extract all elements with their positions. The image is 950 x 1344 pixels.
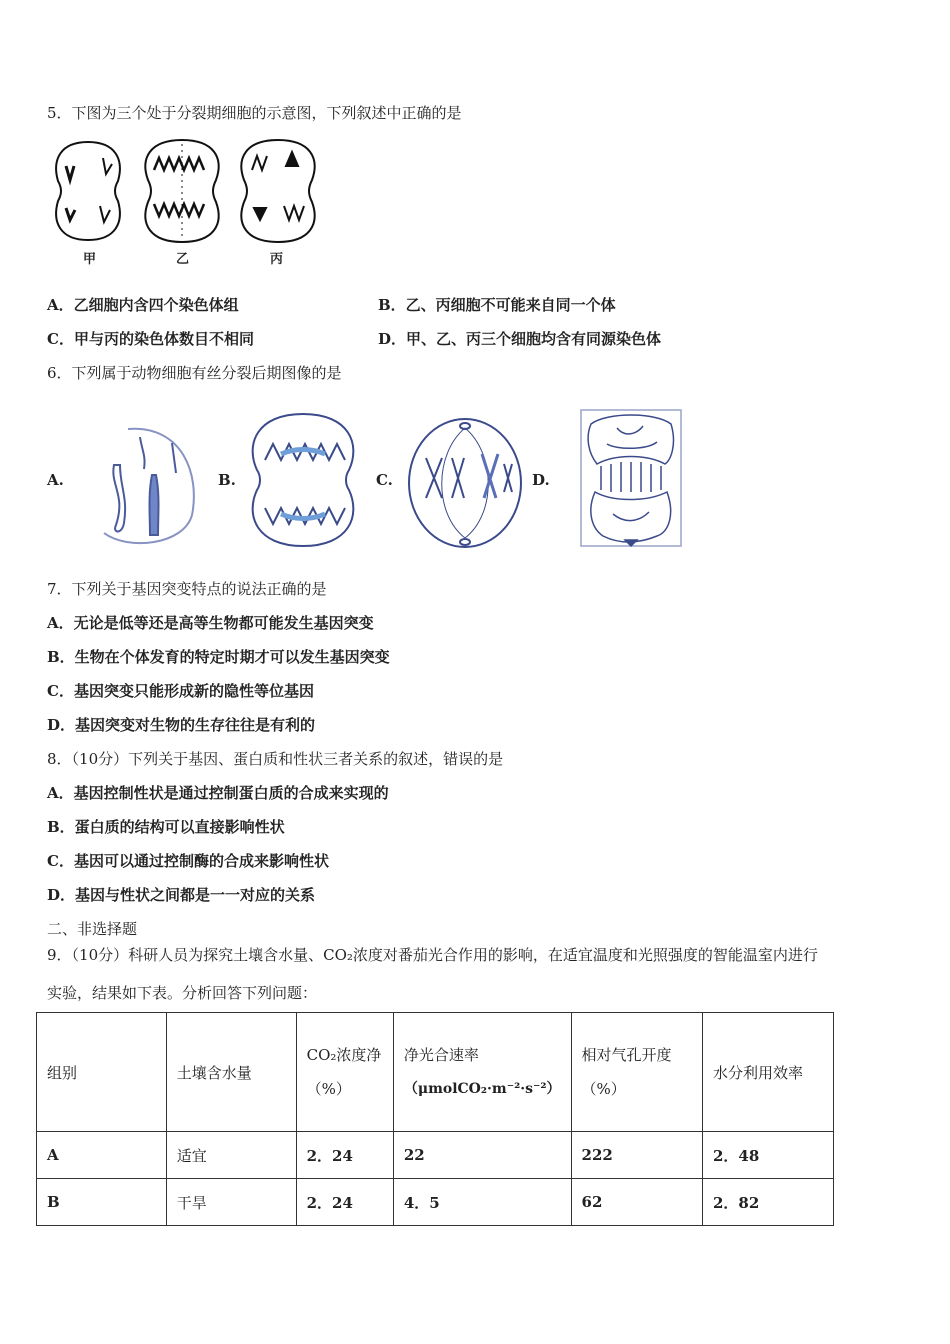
cell-jia xyxy=(56,142,120,240)
cell-water: 2．82 xyxy=(702,1179,833,1226)
q6-stem: 6．下列属于动物细胞有丝分裂后期图像的是 xyxy=(47,364,342,382)
q5-cell-figures xyxy=(48,136,318,246)
header-rate-name: 净光合速率 xyxy=(403,1046,479,1064)
header-rate xyxy=(393,1013,571,1132)
table-row xyxy=(37,1179,834,1226)
q8-option-c: C．基因可以通过控制酶的合成来影响性状 xyxy=(47,852,329,870)
q6-image-d xyxy=(577,404,685,550)
q6-image-c xyxy=(404,414,526,552)
q9-data-table xyxy=(36,1012,834,1226)
q8-stem: 8．（10分）下列关于基因、蛋白质和性状三者关系的叙述，错误的是 xyxy=(47,750,504,768)
cell-bing xyxy=(241,140,314,242)
q7-stem: 7．下列关于基因突变特点的说法正确的是 xyxy=(47,580,327,598)
section-heading: 二、非选择题 xyxy=(47,920,138,938)
header-rate-unit: （μmolCO₂·m⁻²·s⁻²） xyxy=(403,1081,561,1097)
q5-option-a: A．乙细胞内含四个染色体组 xyxy=(47,296,239,314)
q5-option-b: B．乙、丙细胞不可能来自同一个体 xyxy=(378,296,616,314)
header-water: 水分利用效率 xyxy=(702,1013,833,1132)
q7-option-c: C．基因突变只能形成新的隐性等位基因 xyxy=(47,682,314,700)
header-group: 组别 xyxy=(37,1013,167,1132)
q7-option-d: D．基因突变对生物的生存往往是有利的 xyxy=(47,716,316,734)
table-header-row xyxy=(37,1013,834,1132)
cell-group: A xyxy=(37,1132,167,1179)
q6-image-b xyxy=(245,410,363,550)
cell-yi xyxy=(145,140,218,242)
q8-option-b: B．蛋白质的结构可以直接影响性状 xyxy=(47,818,285,836)
header-stoma xyxy=(571,1013,702,1132)
cell-co2: 2．24 xyxy=(296,1179,393,1226)
fig-label-yi: 乙 xyxy=(176,252,190,267)
cell-co2: 2．24 xyxy=(296,1132,393,1179)
q8-option-a: A．基因控制性状是通过控制蛋白质的合成来实现的 xyxy=(47,784,389,802)
q8-option-d: D．基因与性状之间都是一一对应的关系 xyxy=(47,886,316,904)
cell-stoma: 62 xyxy=(571,1179,702,1226)
cell-soil: 干旱 xyxy=(166,1179,296,1226)
q9-stem-line1: 9．（10分）科研人员为探究土壤含水量、CO₂浓度对番茄光合作用的影响，在适宜温度和光照强度的智能温室内进行 xyxy=(47,946,818,964)
q5-stem: 5．下图为三个处于分裂期细胞的示意图，下列叙述中正确的是 xyxy=(47,104,462,122)
q7-option-a: A．无论是低等还是高等生物都可能发生基因突变 xyxy=(47,614,374,632)
header-stoma-unit: （%） xyxy=(581,1080,626,1098)
table-row xyxy=(37,1132,834,1179)
q5-option-c: C．甲与丙的染色体数目不相同 xyxy=(47,330,254,348)
cell-stoma: 222 xyxy=(571,1132,702,1179)
cell-rate: 22 xyxy=(393,1132,571,1179)
cell-water: 2．48 xyxy=(702,1132,833,1179)
q6-label-b: B. xyxy=(218,471,236,489)
q5-option-d: D．甲、乙、丙三个细胞均含有同源染色体 xyxy=(378,330,662,348)
fig-label-bing: 丙 xyxy=(270,252,284,267)
q7-option-b: B．生物在个体发育的特定时期才可以发生基因突变 xyxy=(47,648,390,666)
q6-image-a xyxy=(88,425,200,550)
header-stoma-name: 相对气孔开度 xyxy=(581,1046,672,1064)
cell-group: B xyxy=(37,1179,167,1226)
q6-label-c: C. xyxy=(376,471,393,489)
q9-stem-line2: 实验，结果如下表。分析回答下列问题： xyxy=(47,984,318,1002)
cell-rate: 4．5 xyxy=(393,1179,571,1226)
header-soil: 土壤含水量 xyxy=(166,1013,296,1132)
fig-label-jia: 甲 xyxy=(83,252,97,267)
q6-label-a: A. xyxy=(47,471,64,489)
q6-label-d: D. xyxy=(532,471,550,489)
header-co2: CO₂浓度净（%） xyxy=(296,1013,393,1132)
cell-soil: 适宜 xyxy=(166,1132,296,1179)
